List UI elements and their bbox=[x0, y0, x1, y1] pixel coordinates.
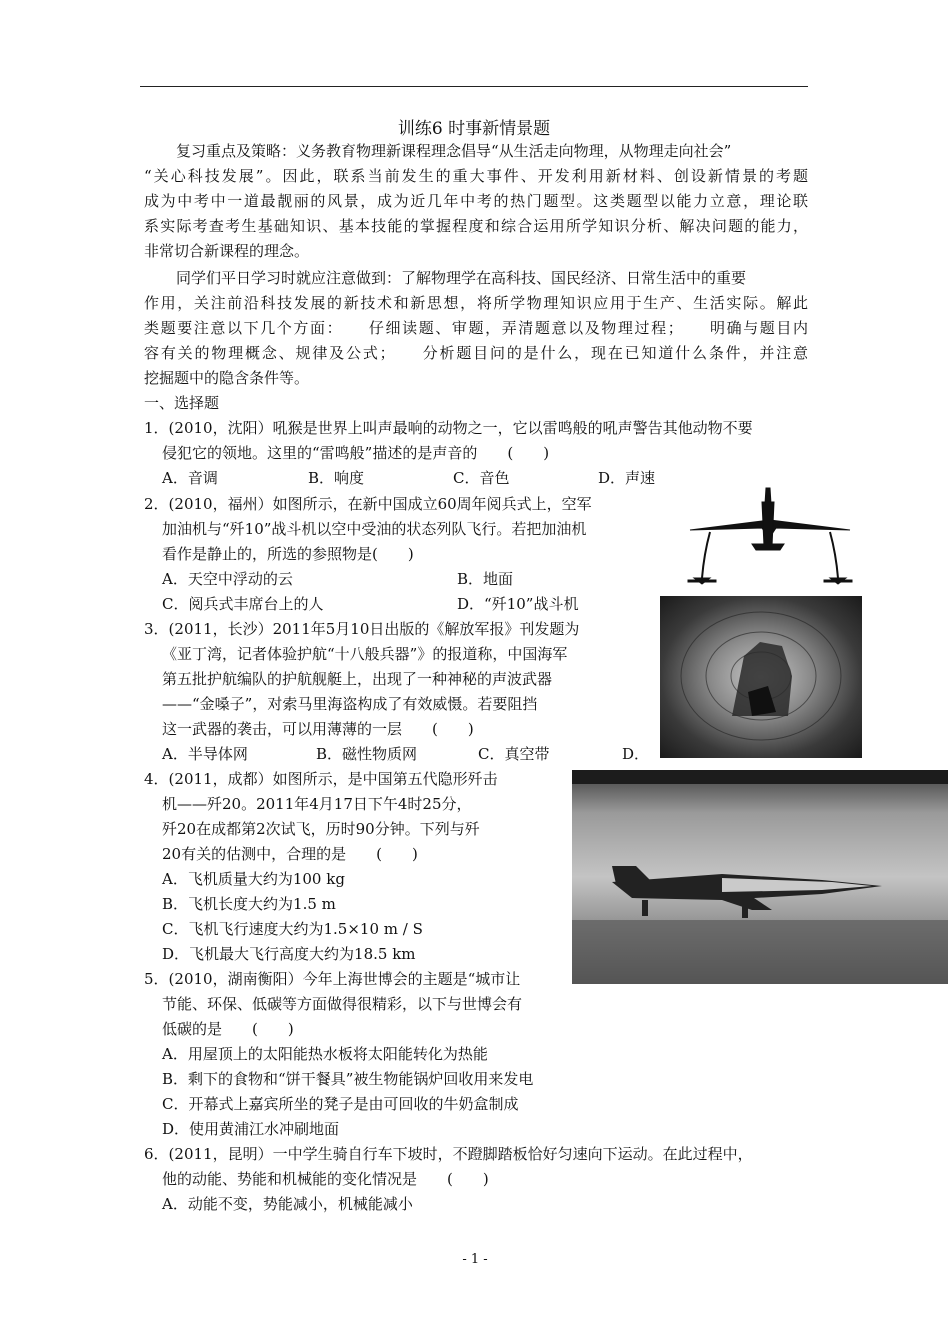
question-2-stem: 2．(2010，福州）如图所示，在新中国成立60周年阅兵式上，空军 bbox=[144, 495, 592, 513]
header-rule bbox=[140, 86, 808, 87]
question-1-option-b: B．响度 bbox=[308, 469, 365, 487]
question-3-stem: 《亚丁湾，记者体验护航“十八般兵器”》的报道称，中国海军 bbox=[162, 645, 568, 663]
question-1-option-d: D．声速 bbox=[598, 469, 656, 487]
intro-line: 非常切合新课程的理念。 bbox=[144, 242, 310, 260]
question-5-option-b: B．剩下的食物和“饼干餐具”被生物能锅炉回收用来发电 bbox=[162, 1070, 534, 1088]
question-2-option-b: B．地面 bbox=[457, 570, 514, 588]
question-4-stem: 歼20在成都第2次试飞，历时90分钟。下列与歼 bbox=[162, 820, 480, 838]
question-1-option-c: C．音色 bbox=[453, 469, 510, 487]
question-5-stem: 低碳的是 ( ) bbox=[162, 1020, 294, 1038]
question-2-stem: 加油机与“歼10”战斗机以空中受油的状态列队飞行。若把加油机 bbox=[162, 520, 587, 538]
intro-line: 容有关的物理概念、规律及公式； 分析题目问的是什么，现在已知道什么条件，并注意 bbox=[144, 344, 808, 362]
question-3-option-a: A．半导体网 bbox=[162, 745, 248, 763]
question-4-option-a: A．飞机质量大约为100 kg bbox=[162, 870, 345, 888]
question-5-stem: 5．(2010，湖南衡阳）今年上海世博会的主题是“城市让 bbox=[144, 970, 521, 988]
intro-line: “关心科技发展”。因此，联系当前发生的重大事件、开发利用新材料、创设新情景的考题 bbox=[144, 167, 808, 185]
question-1-stem: 1．(2010，沈阳）吼猴是世界上叫声最响的动物之一，它以雷鸣般的吼声警告其他动物不要 bbox=[144, 419, 753, 437]
question-3-stem: 3．(2011，长沙）2011年5月10日出版的《解放军报》刊发题为 bbox=[144, 620, 580, 638]
intro-line: 系实际考查考生基础知识、基本技能的掌握程度和综合运用所学知识分析、解决问题的能力， bbox=[144, 217, 808, 235]
question-4-option-d: D．飞机最大飞行高度大约为18.5 km bbox=[162, 945, 416, 963]
tanker-jets-image bbox=[680, 484, 860, 594]
intro-line: 挖掘题中的隐含条件等。 bbox=[144, 369, 310, 387]
question-2-option-d: D．“歼10”战斗机 bbox=[457, 595, 579, 613]
question-5-stem: 节能、环保、低碳等方面做得很精彩，以下与世博会有 bbox=[162, 995, 523, 1013]
question-1-stem: 侵犯它的领地。这里的“雷鸣般”描述的是声音的 ( ) bbox=[162, 444, 550, 462]
question-3-stem: 第五批护航编队的护航舰艇上，出现了一种神秘的声波武器 bbox=[162, 670, 553, 688]
question-3-option-c: C．真空带 bbox=[478, 745, 550, 763]
question-2-option-a: A．天空中浮动的云 bbox=[162, 570, 293, 588]
question-5-option-d: D．使用黄浦江水冲刷地面 bbox=[162, 1120, 340, 1138]
section-heading: 一、选择题 bbox=[144, 394, 220, 412]
intro-line: 复习重点及策略：义务教育物理新课程理念倡导“从生活走向物理，从物理走向社会” bbox=[176, 142, 732, 160]
question-5-option-c: C．开幕式上嘉宾所坐的凳子是由可回收的牛奶盒制成 bbox=[162, 1095, 519, 1113]
question-3-stem: 这一武器的袭击，可以用薄薄的一层 ( ) bbox=[162, 720, 474, 738]
page-number: - 1 - bbox=[462, 1252, 488, 1267]
page-title: 训练6 时事新情景题 bbox=[397, 119, 551, 139]
question-4-stem: 20有关的估测中，合理的是 ( ) bbox=[162, 845, 418, 863]
question-3-stem: ——“金嗓子”，对索马里海盗构成了有效威慑。若要阻挡 bbox=[162, 695, 538, 713]
intro-line: 类题要注意以下几个方面： 仔细读题、审题，弄清题意以及物理过程； 明确与题目内 bbox=[144, 319, 808, 337]
question-4-option-c: C．飞机飞行速度大约为1.5×10 m / S bbox=[162, 920, 423, 938]
question-6-option-a: A．动能不变，势能减小，机械能减小 bbox=[162, 1195, 413, 1213]
intro-line: 作用，关注前沿科技发展的新技术和新思想，将所学物理知识应用于生产、生活实际。解此 bbox=[144, 294, 808, 312]
question-6-stem: 6．(2011，昆明）一中学生骑自行车下坡时，不蹬脚踏板恰好匀速向下运动。在此过程中， bbox=[144, 1145, 753, 1163]
question-4-stem: 4．(2011，成都）如图所示，是中国第五代隐形歼击 bbox=[144, 770, 498, 788]
j20-fighter-image bbox=[572, 770, 948, 984]
question-3-option-b: B．磁性物质网 bbox=[316, 745, 418, 763]
sonic-weapon-image bbox=[660, 596, 862, 758]
question-2-stem: 看作是静止的，所选的参照物是( ) bbox=[162, 545, 414, 563]
question-3-option-d: D． bbox=[622, 745, 650, 763]
question-4-option-b: B．飞机长度大约为1.5 m bbox=[162, 895, 336, 913]
question-6-stem: 他的动能、势能和机械能的变化情况是 ( ) bbox=[162, 1170, 489, 1188]
intro-line: 成为中考中一道最靓丽的风景，成为近几年中考的热门题型。这类题型以能力立意，理论联 bbox=[144, 192, 808, 210]
question-4-stem: 机——歼20。2011年4月17日下午4时25分， bbox=[162, 795, 472, 813]
question-1-option-a: A．音调 bbox=[162, 469, 218, 487]
question-5-option-a: A．用屋顶上的太阳能热水板将太阳能转化为热能 bbox=[162, 1045, 488, 1063]
intro-line: 同学们平日学习时就应注意做到：了解物理学在高科技、国民经济、日常生活中的重要 bbox=[176, 269, 747, 287]
question-2-option-c: C．阅兵式丰席台上的人 bbox=[162, 595, 324, 613]
